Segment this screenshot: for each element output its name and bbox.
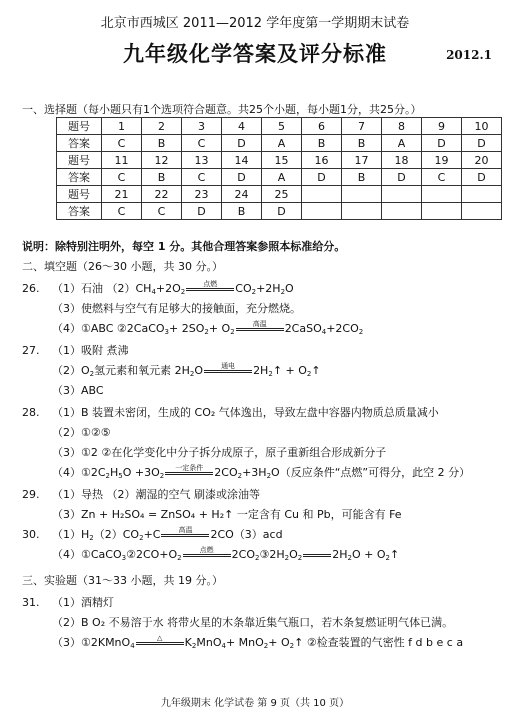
q28-line-1: 28. （1）B 装置未密闭，生成的 CO₂ 气体逸出，导致左盘中容器内物质总质量减小 [22,406,439,419]
table-cell: C [102,169,142,186]
row-header-cell: 答案 [57,135,102,152]
table-cell: B [142,169,182,186]
exam-header: 北京市西城区 2011—2012 学年度第一学期期末试卷 [100,16,410,31]
q28-line-3: （3）①2 ②在化学变化中分子拆分成原子，原子重新组合形成新分子 [52,446,387,459]
table-cell: C [182,169,222,186]
table-cell: C [422,169,462,186]
q26-line-3: （4）①ABC ②2CaCO3+ 2SO2+ O2 高温 2CaSO4+2CO2 [52,320,364,336]
q28-line-4: （4）①2C2H5O +3O2 一定条件 2CO2+3H2O（反应条件“点燃”可得分，此空 2 分） [52,464,471,480]
table-cell [462,186,502,203]
scoring-note: 说明：除特别注明外，每空 1 分。其他合理答案参照本标准给分。 [22,240,346,253]
q31-line-2: （2）B O₂ 不易溶于水 将带火星的木条靠近集气瓶口，若木条复燃证明气体已满。 [52,616,454,629]
table-cell: 9 [422,118,462,135]
table-cell: 14 [222,152,262,169]
table-cell: 6 [302,118,342,135]
q27-line-2: （2）O2氢元素和氧元素 2H2O 通电 2H2↑ + O2↑ [52,362,321,378]
table-cell: D [222,135,262,152]
row-header-cell: 题号 [57,118,102,135]
table-cell: B [342,135,382,152]
table-cell: 2 [142,118,182,135]
page-footer: 九年级期末 化学试卷 第 9 页（共 10 页） [160,698,350,709]
q30-line-2: （4）①CaCO3②2CO+O2 点燃 2CO2③2H2O2 2H2O + O2↑ [52,546,400,562]
q29-line-2: （3）Zn + H₂SO₄ = ZnSO₄ + H₂↑ 一定含有 Cu 和 Pb，可能含有 Fe [52,508,402,521]
table-cell: A [262,169,302,186]
exam-date: 2012.1 [446,48,492,62]
table-cell: A [382,135,422,152]
table-cell: 8 [382,118,422,135]
table-cell: D [222,169,262,186]
q26-line-1: 26. （1）石油 （2）CH4+2O2 点燃 CO2+2H2O [22,280,294,296]
table-cell: D [462,169,502,186]
table-cell: 3 [182,118,222,135]
table-cell [422,186,462,203]
table-cell: 23 [182,186,222,203]
q27-line-3: （3）ABC [52,384,104,397]
table-cell [382,203,422,220]
table-cell: 4 [222,118,262,135]
table-cell: D [382,169,422,186]
table-cell: B [222,203,262,220]
table-cell: 21 [102,186,142,203]
table-cell: A [262,135,302,152]
table-row [57,169,502,186]
q27-line-1: 27. （1）吸附 煮沸 [22,344,129,357]
table-cell [382,186,422,203]
table-cell: 20 [462,152,502,169]
table-cell: C [142,203,182,220]
table-cell [302,203,342,220]
table-row [57,186,502,203]
table-cell: D [182,203,222,220]
table-cell: 5 [262,118,302,135]
table-cell: 24 [222,186,262,203]
table-cell [422,203,462,220]
q28-line-2: （2）①②⑤ [52,426,111,439]
table-cell: 16 [302,152,342,169]
table-cell [342,203,382,220]
q26-line-2: （3）使燃料与空气有足够大的接触面，充分燃烧。 [52,302,301,315]
table-cell: 13 [182,152,222,169]
table-cell: D [462,135,502,152]
table-cell: D [422,135,462,152]
table-cell: 18 [382,152,422,169]
row-header-cell: 题号 [57,186,102,203]
table-cell: C [102,203,142,220]
table-row [57,203,502,220]
table-cell: D [302,169,342,186]
table-cell [342,186,382,203]
table-cell: 25 [262,186,302,203]
row-header-cell: 题号 [57,152,102,169]
table-cell: B [142,135,182,152]
row-header-cell: 答案 [57,203,102,220]
q31-line-3: （3）①2KMnO4 △ K2MnO4+ MnO2+ O2↑ ②检查装置的气密性 f d b e c a [52,634,464,650]
table-cell: B [342,169,382,186]
answer-table [56,117,502,220]
table-row [57,135,502,152]
table-cell: 7 [342,118,382,135]
row-header-cell: 答案 [57,169,102,186]
table-cell: 19 [422,152,462,169]
table-row [57,118,502,135]
section-1-heading: 一、选择题（每小题只有1个选项符合题意。共25个小题，每小题1分，共25分。） [22,103,422,116]
table-cell: 17 [342,152,382,169]
table-cell [302,186,342,203]
table-cell: 10 [462,118,502,135]
table-cell: 22 [142,186,182,203]
table-cell: 15 [262,152,302,169]
table-cell: D [262,203,302,220]
q29-line-1: 29. （1）导热 （2）潮湿的空气 刷漆或涂油等 [22,488,260,501]
table-row [57,152,502,169]
table-cell: 12 [142,152,182,169]
table-cell: C [102,135,142,152]
table-cell: 11 [102,152,142,169]
q30-line-1: 30. （1）H2（2）CO2+C 高温 2CO（3）acd [22,526,283,542]
table-cell: C [182,135,222,152]
q31-line-1: 31. （1）酒精灯 [22,596,114,609]
page-title: 九年级化学答案及评分标准 [123,42,387,66]
section-2-heading: 二、填空题（26～30 小题，共 30 分。） [22,260,223,273]
table-cell [462,203,502,220]
table-cell: 1 [102,118,142,135]
section-3-heading: 三、实验题（31～33 小题，共 19 分。） [22,574,223,587]
table-cell: B [302,135,342,152]
